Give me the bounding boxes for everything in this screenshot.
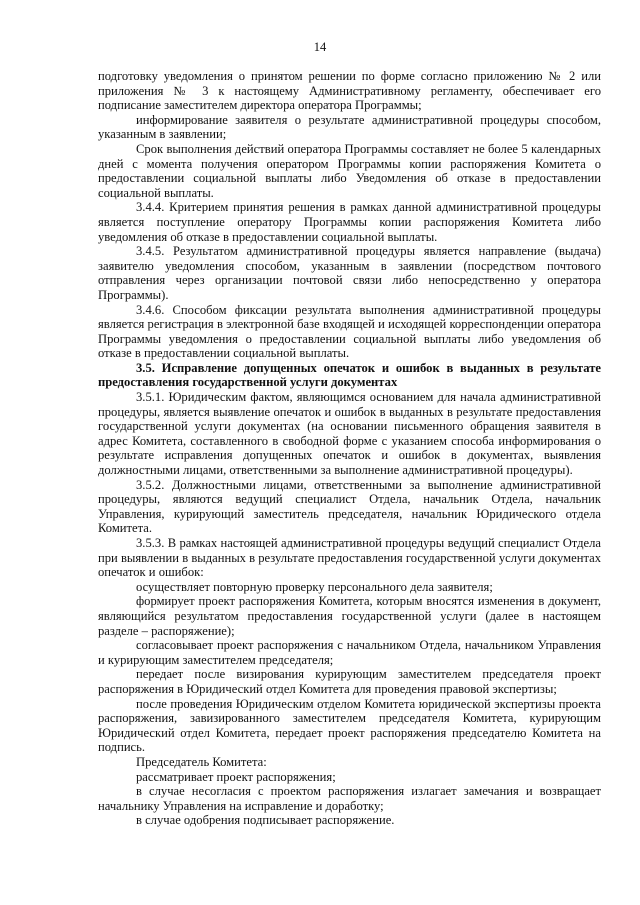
paragraph: рассматривает проект распоряжения; [136, 769, 336, 784]
paragraph: Срок выполнения действий оператора Программы составляет не более 5 календарных дней с момента получения оператором Программы копии распоряжения Комитета о предоставлении социальной выплаты либо Уведомления об отказе в предоставлении социальной выплаты. [98, 141, 601, 200]
paragraph: в случае одобрения подписывает распоряжение. [136, 813, 395, 828]
paragraph: информирование заявителя о результате административной процедуры способом, указанным в заявлении; [98, 112, 601, 142]
paragraph: после проведения Юридическим отделом Комитета юридической экспертизы проекта распоряжения, завизированного заместителем председателя Комитета, курирующим Юридический отдел Комитета, передает проект распоряжения председателю Комитета на подпись. [98, 696, 601, 755]
paragraph: передает после визирования курирующим заместителем председателя проект распоряжения в Юридический отдел Комитета для проведения правовой экспертизы; [98, 667, 601, 696]
paragraph: подготовку уведомления о принятом решении по форме согласно приложению № 2 или приложения № 3 к настоящему Административному регламенту, обеспечивает его подписание заместителем директора оператора Программы; [98, 69, 601, 113]
document-body [98, 69, 601, 828]
paragraph: согласовывает проект распоряжения с начальником Отдела, начальником Управления и курирующим заместителем председателя; [98, 638, 601, 667]
page-number: 14 [313, 40, 327, 54]
paragraph: 3.5.2. Должностными лицами, ответственными за выполнение административной процедуры, являются ведущий специалист Отдела, начальник Отдела, начальник Управления, курирующий заместитель председателя, начальник Юридического отдела Комитета. [98, 477, 601, 536]
paragraph: Председатель Комитета: [136, 754, 267, 769]
paragraph: формирует проект распоряжения Комитета, которым вносятся изменения в документ, являющийся результатом предоставления государственной услуги (далее в настоящем разделе – распоряжение); [98, 594, 601, 638]
paragraph: в случае несогласия с проектом распоряжения излагает замечания и возвращает начальнику Управления на исправление и доработку; [98, 784, 601, 813]
paragraph: осуществляет повторную проверку персонального дела заявителя; [136, 579, 493, 594]
paragraph: 3.4.6. Способом фиксации результата выполнения административной процедуры является регистрация в электронной базе входящей и исходящей корреспонденции оператора Программы уведомления о предоставлении социальной выплаты либо уведомления об отказе в предоставлении социальной выплаты. [98, 302, 601, 361]
paragraph: 3.4.5. Результатом административной процедуры является направление (выдача) заявителю уведомления способом, указанным в заявлении (посредством почтового отправления через организации почтовой связи либо непосредственно у оператора Программы). [98, 244, 601, 302]
paragraph: 3.4.4. Критерием принятия решения в рамках данной административной процедуры является поступление оператору Программы копии распоряжения Комитета либо уведомления об отказе в предоставлении социальной выплаты. [98, 200, 601, 244]
paragraph: 3.5.1. Юридическим фактом, являющимся основанием для начала административной процедуры, является выявление опечаток и ошибок в выданных в результате предоставления государственной услуги документах (на основании письменного обращения заявителя в адрес Комитета, составленного в свободной форме с указанием способа информирования о результате исправления допущенных опечаток и ошибок в документах, выявления должностными лицами, ответственными за выполнение административной процедуры). [98, 390, 601, 478]
paragraph: 3.5.3. В рамках настоящей административной процедуры ведущий специалист Отдела при выявлении в выданных в результате предоставления государственной услуги документах опечаток и ошибок: [98, 536, 601, 580]
section-heading: 3.5. Исправление допущенных опечаток и ошибок в выданных в результате предоставления государственной услуги документах [98, 360, 601, 390]
